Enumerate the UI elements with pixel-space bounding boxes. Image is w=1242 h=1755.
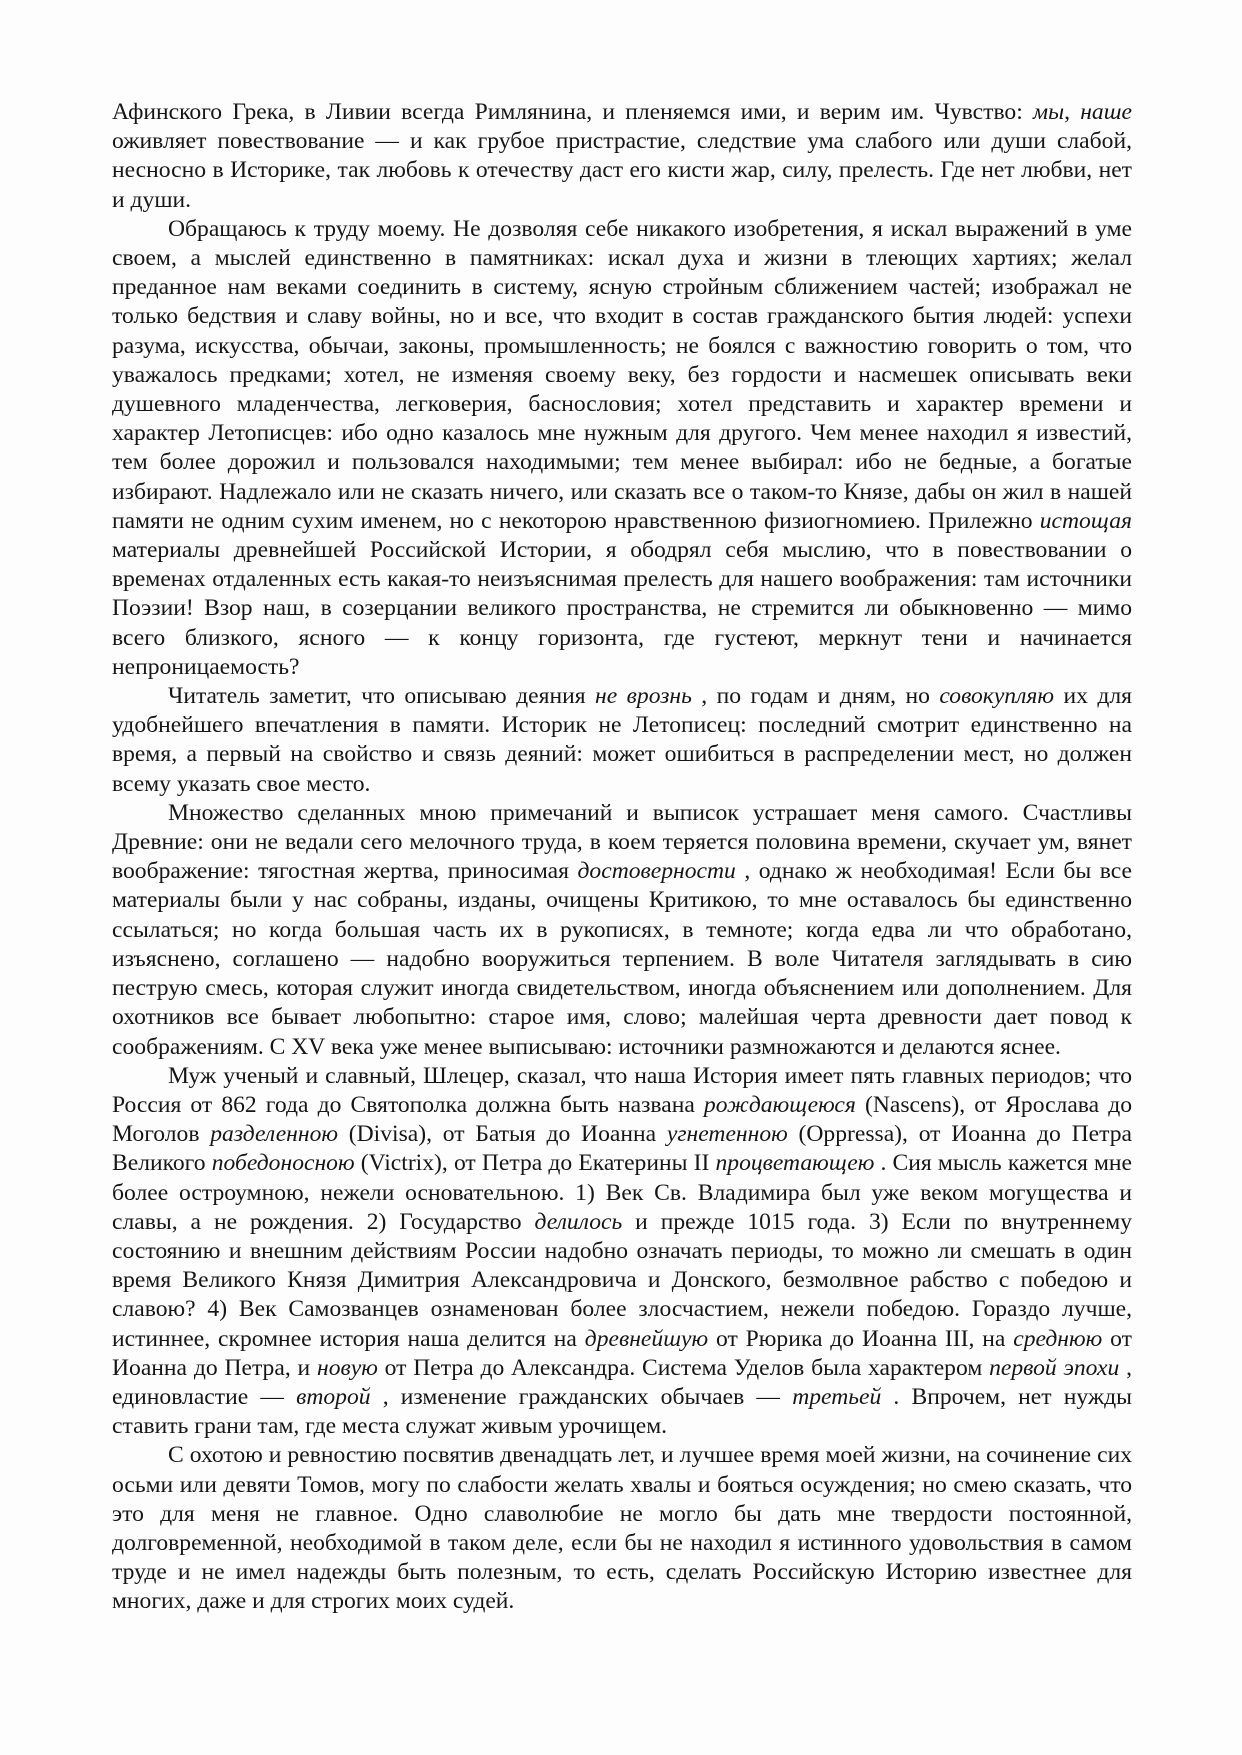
italic-text: процветающею	[715, 1150, 875, 1177]
paragraph	[112, 215, 1132, 682]
text-run: , по годам и дням, но	[691, 683, 940, 710]
paragraph	[112, 682, 1132, 799]
text-run: С охотою и ревностию посвятив двенадцать лет, и лучшее время моей жизни, на сочинение сих осьми или девяти Томов, могу по слабости желать хвалы и бояться осуждения; но смею сказать, что это для меня не главное. Одно славолюбие не могло бы дать мне твердости постоянной, долговременной, необходимой в таком деле, если бы не находил я истинного удовольствия в самом труде и не имел надежды быть полезным, то есть, сделать Российскую Историю известнее для многих, даже и для строгих моих судей.	[112, 1442, 1132, 1615]
italic-text: первой эпохи	[989, 1354, 1120, 1381]
text-run: . Сия мысль кажется мне более остроумною, нежели основательною. 1) Век Св. Владимира был уже веком могущества и славы, а не рождения. 2) Государство	[112, 1150, 1132, 1235]
italic-text: делилось	[534, 1208, 623, 1235]
text-run: от Петра до Александра. Система Уделов была характером	[377, 1354, 990, 1381]
italic-text: третьей	[792, 1383, 882, 1410]
italic-text: древнейшую	[584, 1325, 709, 1352]
text-run: от Рюрика до Иоанна III, на	[708, 1325, 1014, 1352]
text-run: Множество сделанных мною примечаний и выписок устрашает меня самого. Счастливы Древние: они не ведали сего мелочного труда, в коем теряется половина времени, скучает ум, вянет воображение: тягостная жертва, приносимая	[112, 799, 1132, 885]
italic-text: не врознь	[595, 683, 692, 710]
paragraph	[112, 98, 1132, 215]
body-text	[112, 98, 1132, 1617]
text-run: от Иоанна до Петра, и	[112, 1325, 1132, 1381]
text-run: . Впрочем, нет нужды ставить грани там, где места служат живым урочищем.	[112, 1383, 1132, 1440]
text-run: материалы древнейшей Российской Истории, я ободрял себя мыслию, что в повествовании о временах отдаленных есть какая-то неизъяснимая прелесть для нашего воображения: там источники Поэзии! Взор наш, в созерцании великого пространства, не стремится ли обыкновенно — мимо всего близкого, ясного — к концу горизонта, где густеют, меркнут тени и начинается непроницаемость?	[112, 537, 1132, 680]
italic-text: новую	[316, 1354, 378, 1381]
italic-text: второй	[296, 1383, 371, 1410]
text-run: Афинского Грека, в Ливии всегда Римлянина, и пленяемся ими, и верим им. Чувство:	[112, 99, 1034, 125]
italic-text: совокупляю	[939, 683, 1054, 710]
italic-text: среднюю	[1013, 1325, 1103, 1352]
text-run: (Victrix), от Петра до Екатерины II	[354, 1150, 716, 1177]
paragraph	[112, 799, 1132, 1062]
italic-text: рождающеюся	[703, 1091, 856, 1118]
text-run: (Nascens), от Ярослава до Моголов	[112, 1091, 1132, 1148]
text-run: , однако ж необходимая! Если бы все материалы были у нас собраны, изданы, очищены Критикою, то мне оставалось бы единственно ссылаться; но когда большая часть их в рукописях, в темноте; когда едва ли что обработано, изъяснено, соглашено — надобно вооружиться терпением. В воле Читателя заглядывать в сию пеструю смесь, которая служит иногда свидетельством, иногда объяснением или дополнением. Для охотников все бывает любопытно: старое имя, слово; малейшая черта древности дает повод к соображениям. С XV века уже менее выписываю: источники размножаются и делаются яснее.	[112, 858, 1132, 1060]
text-run: (Oppressa), от Иоанна до Петра Великого	[112, 1121, 1132, 1177]
paragraph	[112, 1062, 1132, 1442]
italic-text: истощая	[1039, 507, 1132, 534]
text-run: , изменение гражданских обычаев —	[370, 1383, 793, 1410]
text-run: , единовластие —	[112, 1354, 1132, 1410]
italic-text: победоносною	[211, 1150, 355, 1177]
italic-text: мы, наше	[1033, 99, 1132, 125]
italic-text: достоверности	[577, 858, 736, 885]
text-run: Обращаюсь к труду моему. Не дозволяя себе никакого изобретения, я искал выражений в уме своем, а мыслей единственно в памятниках: искал духа и жизни в тлеющих хартиях; желал преданное нам веками соединить в систему, ясную стройным сближением частей; изображал не только бедствия и славу войны, но и все, что входит в состав гражданского бытия людей: успехи разума, искусства, обычаи, законы, промышленность; не боялся с важностию говорить о том, что уважалось предками; хотел, не изменяя своему веку, без гордости и насмешек описывать веки душевного младенчества, легковерия, баснословия; хотел представить и характер времени и характер Летописцев: ибо одно казалось мне нужным для другого. Чем менее находил я известий, тем более дорожил и пользовался находимыми; тем менее выбирал: ибо не бедные, а богатые избирают. Надлежало или не сказать ничего, или сказать все о таком-то Князе, дабы он жил в нашей памяти не одним сухим именем, но с некоторою нравственною физиогномиею. Прилежно	[112, 215, 1132, 534]
text-run: оживляет повествование — и как грубое пристрастие, следствие ума слабого или души слабой, несносно в Историке, так любовь к отечеству даст его кисти жар, силу, прелесть. Где нет любви, нет и души.	[112, 128, 1132, 213]
italic-text: разделенною	[210, 1121, 339, 1148]
paragraph	[112, 1441, 1132, 1616]
italic-text: угнетенною	[666, 1121, 788, 1148]
text-run: и прежде 1015 года. 3) Если по внутреннему состоянию и внешним действиям России надобно означать периоды, то можно ли смешать в один время Великого Князя Димитрия Александровича и Донского, безмолвное рабство с победою и славою? 4) Век Самозванцев ознаменован более злосчастием, нежели победою. Гораздо лучше, истиннее, скромнее история наша делится на	[112, 1208, 1133, 1352]
text-run: Муж ученый и славный, Шлецер, сказал, что наша История имеет пять главных периодов; что Россия от 862 года до Святополка должна быть названа	[112, 1062, 1132, 1118]
text-run: (Divisa), от Батыя до Иоанна	[338, 1121, 667, 1148]
text-run: Читатель заметит, что описываю деяния	[168, 683, 596, 710]
text-run: их для удобнейшего впечатления в памяти. Историк не Летописец: последний смотрит единственно на время, а первый на свойство и связь деяний: может ошибиться в распределении мест, но должен всему указать свое место.	[112, 683, 1132, 797]
